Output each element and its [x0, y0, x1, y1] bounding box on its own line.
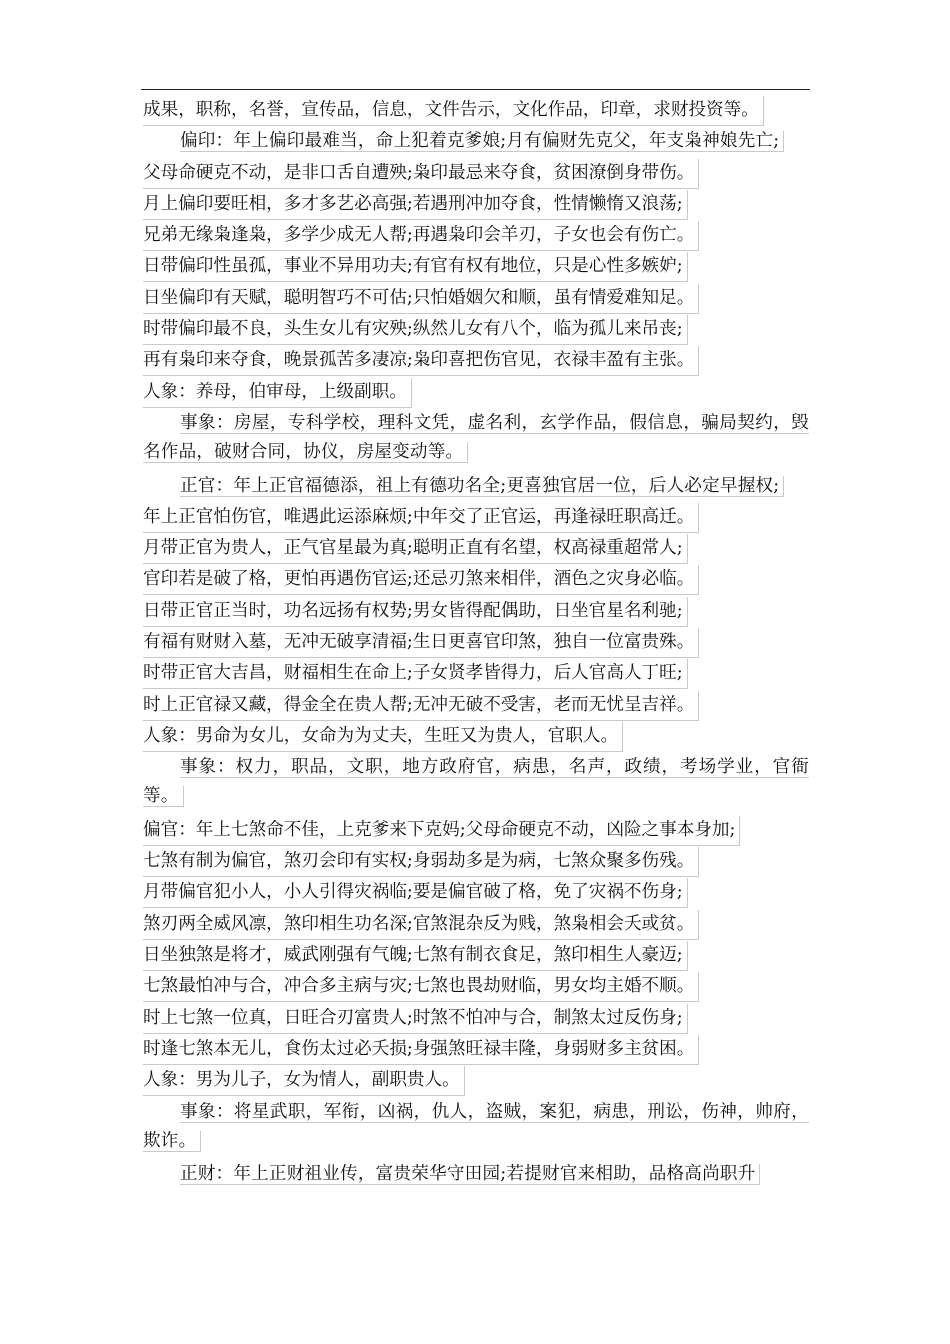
text-line-content: 人象：男命为女儿，女命为为丈夫，生旺又为贵人，官职人。 [143, 722, 623, 752]
indented-paragraph [143, 1098, 811, 1161]
text-line [143, 910, 811, 941]
text-line [143, 1035, 811, 1066]
text-line-content: 时带正官大吉昌，财福相生在命上;子女贤孝皆得力，后人官高人丁旺; [143, 659, 688, 689]
text-line [143, 534, 811, 565]
text-line [143, 190, 811, 221]
text-line-content: 年上正官怕伤官，唯遇此运添麻烦;中年交了正官运，再逢禄旺职高迁。 [143, 503, 699, 533]
paragraph-text [143, 472, 811, 501]
text-line-content: 月带偏官犯小人，小人引得灾祸临;要是偏官破了格，免了灾祸不伤身; [143, 878, 688, 908]
paragraph-content: 正财：年上正财祖业传，富贵荣华守田园;若提财官来相助，品格高尚职升 [180, 1164, 761, 1185]
text-line-content: 日坐独煞是将才，威武刚强有气魄;七煞有制衣食足，煞印相生人豪迈; [143, 941, 688, 971]
text-line [143, 565, 811, 596]
text-line [143, 847, 811, 878]
text-line [143, 503, 811, 534]
text-line-content: 时上正官禄又藏，得金全在贵人帮;无冲无破不受害，老而无忧呈吉祥。 [143, 691, 699, 721]
text-line [143, 96, 811, 127]
text-line-content: 七煞最怕冲与合，冲合多主病与灾;七煞也畏劫财临，男女均主婚不顺。 [143, 972, 699, 1002]
text-line-content: 时带偏印最不良，头生女儿有灾殃;纵然儿女有八个，临为孤儿来吊丧; [143, 315, 688, 345]
text-line-content: 再有枭印来夺食，晚景孤苦多凄凉;枭印喜把伤官见，衣禄丰盈有主张。 [143, 346, 699, 376]
text-line-content: 人象：养母，伯审母，上级副职。 [143, 378, 412, 408]
paragraph-text [143, 1160, 811, 1189]
text-line [143, 378, 811, 409]
text-line [143, 659, 811, 690]
text-line-content: 时上七煞一位真，日旺合刃富贵人;时煞不怕冲与合，制煞太过反伤身; [143, 1004, 688, 1034]
text-line [143, 691, 811, 722]
indented-paragraph [143, 1160, 811, 1191]
text-line [143, 972, 811, 1003]
text-line-content: 时逢七煞本无儿，食伤太过必夭损;身强煞旺禄丰隆，身弱财多主贫困。 [143, 1035, 699, 1065]
text-line-content: 偏官：年上七煞命不佳，上克爹来下克妈;父母命硬克不动，凶险之事本身加; [143, 816, 740, 846]
text-line [143, 628, 811, 659]
text-line-content: 兄弟无缘枭逢枭，多学少成无人帮;再遇枭印会羊刃，子女也会有伤亡。 [143, 221, 699, 251]
document-body [143, 96, 811, 1191]
text-line [143, 722, 811, 753]
text-line-content: 人象：男为儿子，女为情人，副职贵人。 [143, 1066, 465, 1096]
indented-paragraph [143, 753, 811, 816]
header-rule [141, 89, 810, 90]
paragraph-text [143, 409, 811, 467]
text-line-content: 父母命硬克不动，是非口舌自遭殃;枭印最忌来夺食，贫困潦倒身带伤。 [143, 159, 699, 189]
text-line-content: 煞刃两全威风凛，煞印相生功名深;官煞混杂反为贱，煞枭相会夭或贫。 [143, 910, 699, 940]
text-line [143, 816, 811, 847]
indented-paragraph [143, 409, 811, 472]
paragraph-text [143, 127, 811, 156]
paragraph-content: 事象：将星武职，军衔，凶祸，仇人，盗贼，案犯，病患，刑讼，伤神，帅府，欺诈。 [143, 1101, 809, 1151]
paragraph-text [143, 753, 811, 811]
text-line-content: 月带正官为贵人，正气官星最为真;聪明正直有名望，权高禄重超常人; [143, 534, 688, 564]
text-line-content: 日带正官正当时，功名远扬有权势;男女皆得配偶助，日坐官星名利驰; [143, 597, 688, 627]
text-line [143, 221, 811, 252]
text-line [143, 346, 811, 377]
text-line-content: 有福有财财入墓，无冲无破享清福;生日更喜官印煞，独自一位富贵殊。 [143, 628, 699, 658]
text-line [143, 941, 811, 972]
text-line [143, 878, 811, 909]
text-line-content: 官印若是破了格，更怕再遇伤官运;还忌刃煞来相伴，酒色之灾身必临。 [143, 565, 699, 595]
text-line [143, 252, 811, 283]
text-line [143, 159, 811, 190]
paragraph-text [143, 1098, 811, 1156]
text-line [143, 1004, 811, 1035]
text-line-content: 日坐偏印有天赋，聪明智巧不可估;只怕婚姻欠和顺，虽有情爱难知足。 [143, 284, 699, 314]
text-line [143, 1066, 811, 1097]
indented-paragraph [143, 127, 811, 158]
paragraph-content: 正官：年上正官福德添，祖上有德功名全;更喜独官居一位，后人必定早握权; [180, 476, 784, 497]
paragraph-content: 事象：权力，职品，文职，地方政府官，病患，名声，政绩，考场学业，官衙等。 [143, 757, 809, 807]
text-line [143, 284, 811, 315]
text-line-content: 月上偏印要旺相，多才多艺必高强;若遇刑冲加夺食，性情懒惰又浪荡; [143, 190, 688, 220]
indented-paragraph [143, 472, 811, 503]
text-line-content: 七煞有制为偏官，煞刃会印有实权;身弱劫多是为病，七煞众聚多伤残。 [143, 847, 699, 877]
paragraph-content: 偏印：年上偏印最难当，命上犯着克爹娘;月有偏财先克父，年支枭神娘先亡; [180, 131, 784, 152]
paragraph-content: 事象：房屋，专科学校，理科文凭，虚名利，玄学作品，假信息，骗局契约，毁名作品，破财合同，协仪，房屋变动等。 [143, 412, 809, 462]
text-line-content: 日带偏印性虽孤，事业不异用功夫;有官有权有地位，只是心性多嫉妒; [143, 252, 688, 282]
text-line-content: 成果，职称，名誉，宣传品，信息，文件告示，文化作品，印章，求财投资等。 [143, 96, 764, 126]
text-line [143, 315, 811, 346]
text-line [143, 597, 811, 628]
